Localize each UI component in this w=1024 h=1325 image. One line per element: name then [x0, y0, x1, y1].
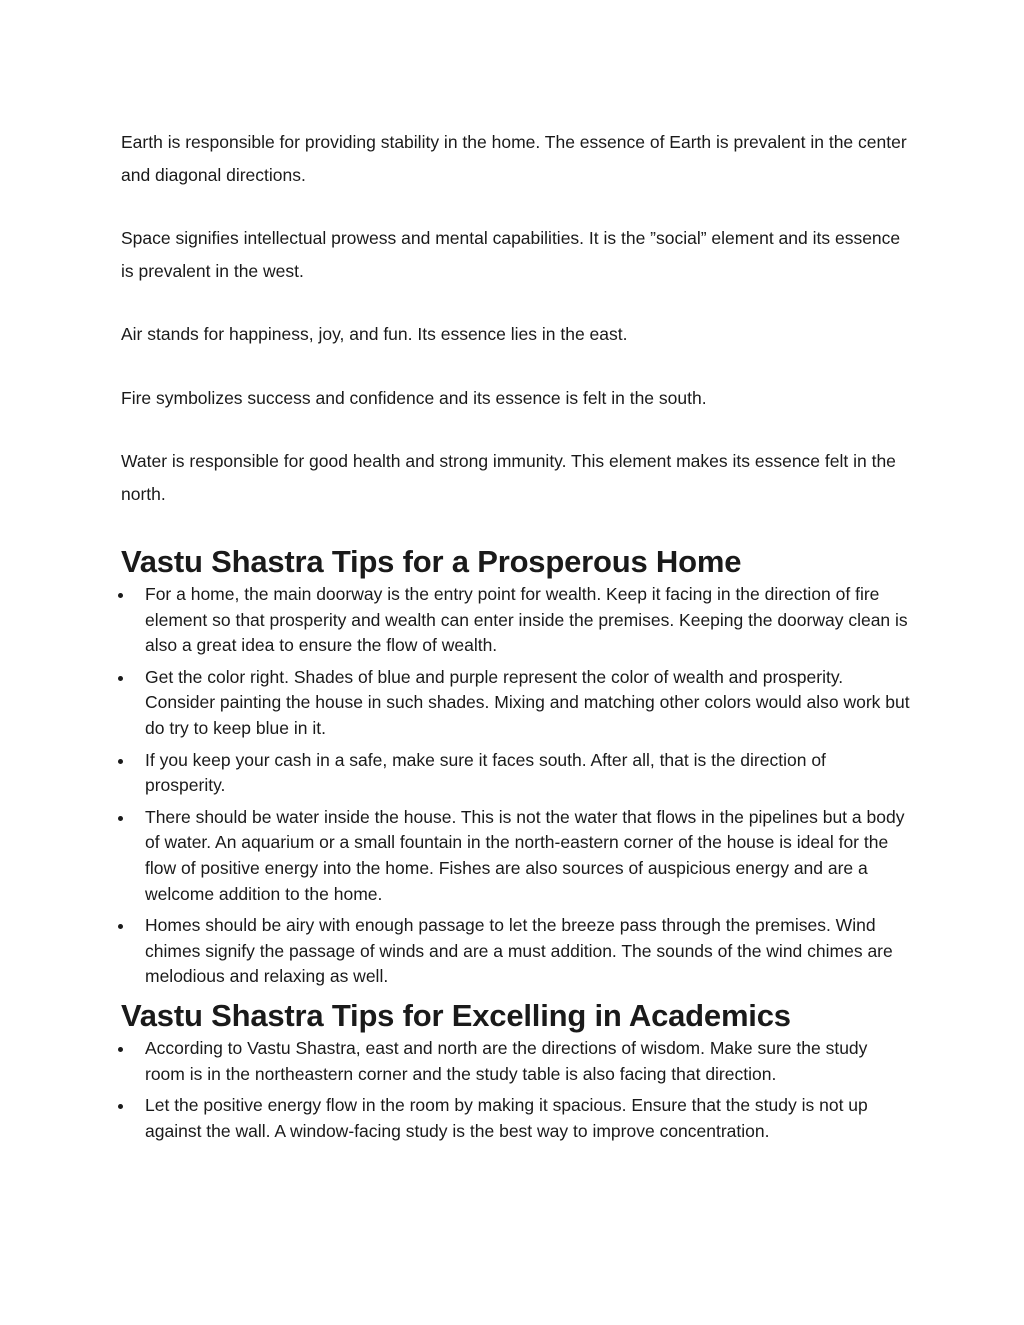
- tips-list: [121, 582, 911, 990]
- list-item-text: Let the positive energy flow in the room by making it spacious. Ensure that the study is not up against the wall. A window-facing study is the best way to improve concentration.: [145, 1095, 868, 1141]
- section-heading: Vastu Shastra Tips for Excelling in Academics: [121, 997, 791, 1033]
- list-item-text: If you keep your cash in a safe, make sure it faces south. After all, that is the direction of prosperity.: [145, 749, 826, 796]
- section-prosperous-home: [121, 542, 911, 990]
- paragraph-fire: Fire symbolizes success and confidence and its essence is felt in the south.: [121, 387, 707, 408]
- bullet-icon: [118, 759, 123, 764]
- bullet-icon: [118, 676, 123, 681]
- list-item: [121, 805, 911, 907]
- tips-list: [121, 1036, 911, 1144]
- bullet-icon: [118, 816, 123, 821]
- list-item: [121, 582, 911, 659]
- list-item-text: According to Vastu Shastra, east and north are the directions of wisdom. Make sure the study room is in the northeastern corner and the study table is also facing that direction.: [145, 1037, 868, 1084]
- list-item-text: There should be water inside the house. This is not the water that flows in the pipelines but a body of water. An aquarium or a small fountain in the north-eastern corner of the house is ideal for the flow of positive energy into the home. Fishes are also sources of auspicious energy and are a welcome addition to the home.: [145, 806, 905, 904]
- list-item-text: For a home, the main doorway is the entry point for wealth. Keep it facing in the direction of fire element so that prosperity and wealth can enter inside the premises. Keeping the doorway clean is also a great idea to ensure the flow of wealth.: [145, 584, 908, 656]
- document-content: [121, 126, 911, 1150]
- list-item-text: Homes should be airy with enough passage to let the breeze pass through the premises. Wind chimes signify the passage of winds and are a must addition. The sounds of the wind chimes are melodious and relaxing as well.: [145, 915, 893, 987]
- paragraph-air: Air stands for happiness, joy, and fun. Its essence lies in the east.: [121, 324, 628, 344]
- list-item: [121, 1093, 911, 1144]
- bullet-icon: [118, 1104, 123, 1109]
- list-item-text: Get the color right. Shades of blue and purple represent the color of wealth and prosperity. Consider painting the house in such shades. Mixing and matching other colors would also work but do try to keep blue in it.: [145, 666, 910, 738]
- section-academics: [121, 996, 911, 1144]
- section-heading: Vastu Shastra Tips for a Prosperous Home: [121, 544, 742, 579]
- bullet-icon: [118, 924, 123, 929]
- paragraph-earth: Earth is responsible for providing stability in the home. The essence of Earth is prevalent in the center and diagonal directions.: [121, 132, 907, 185]
- bullet-icon: [118, 593, 123, 598]
- list-item: [121, 665, 911, 742]
- paragraph-water: Water is responsible for good health and strong immunity. This element makes its essence felt in the north.: [121, 451, 896, 504]
- list-item: [121, 1036, 911, 1087]
- list-item: [121, 913, 911, 990]
- list-item: [121, 748, 911, 799]
- paragraph-space: Space signifies intellectual prowess and mental capabilities. It is the ”social” element and its essence is prevalent in the west.: [121, 228, 901, 281]
- bullet-icon: [118, 1047, 123, 1052]
